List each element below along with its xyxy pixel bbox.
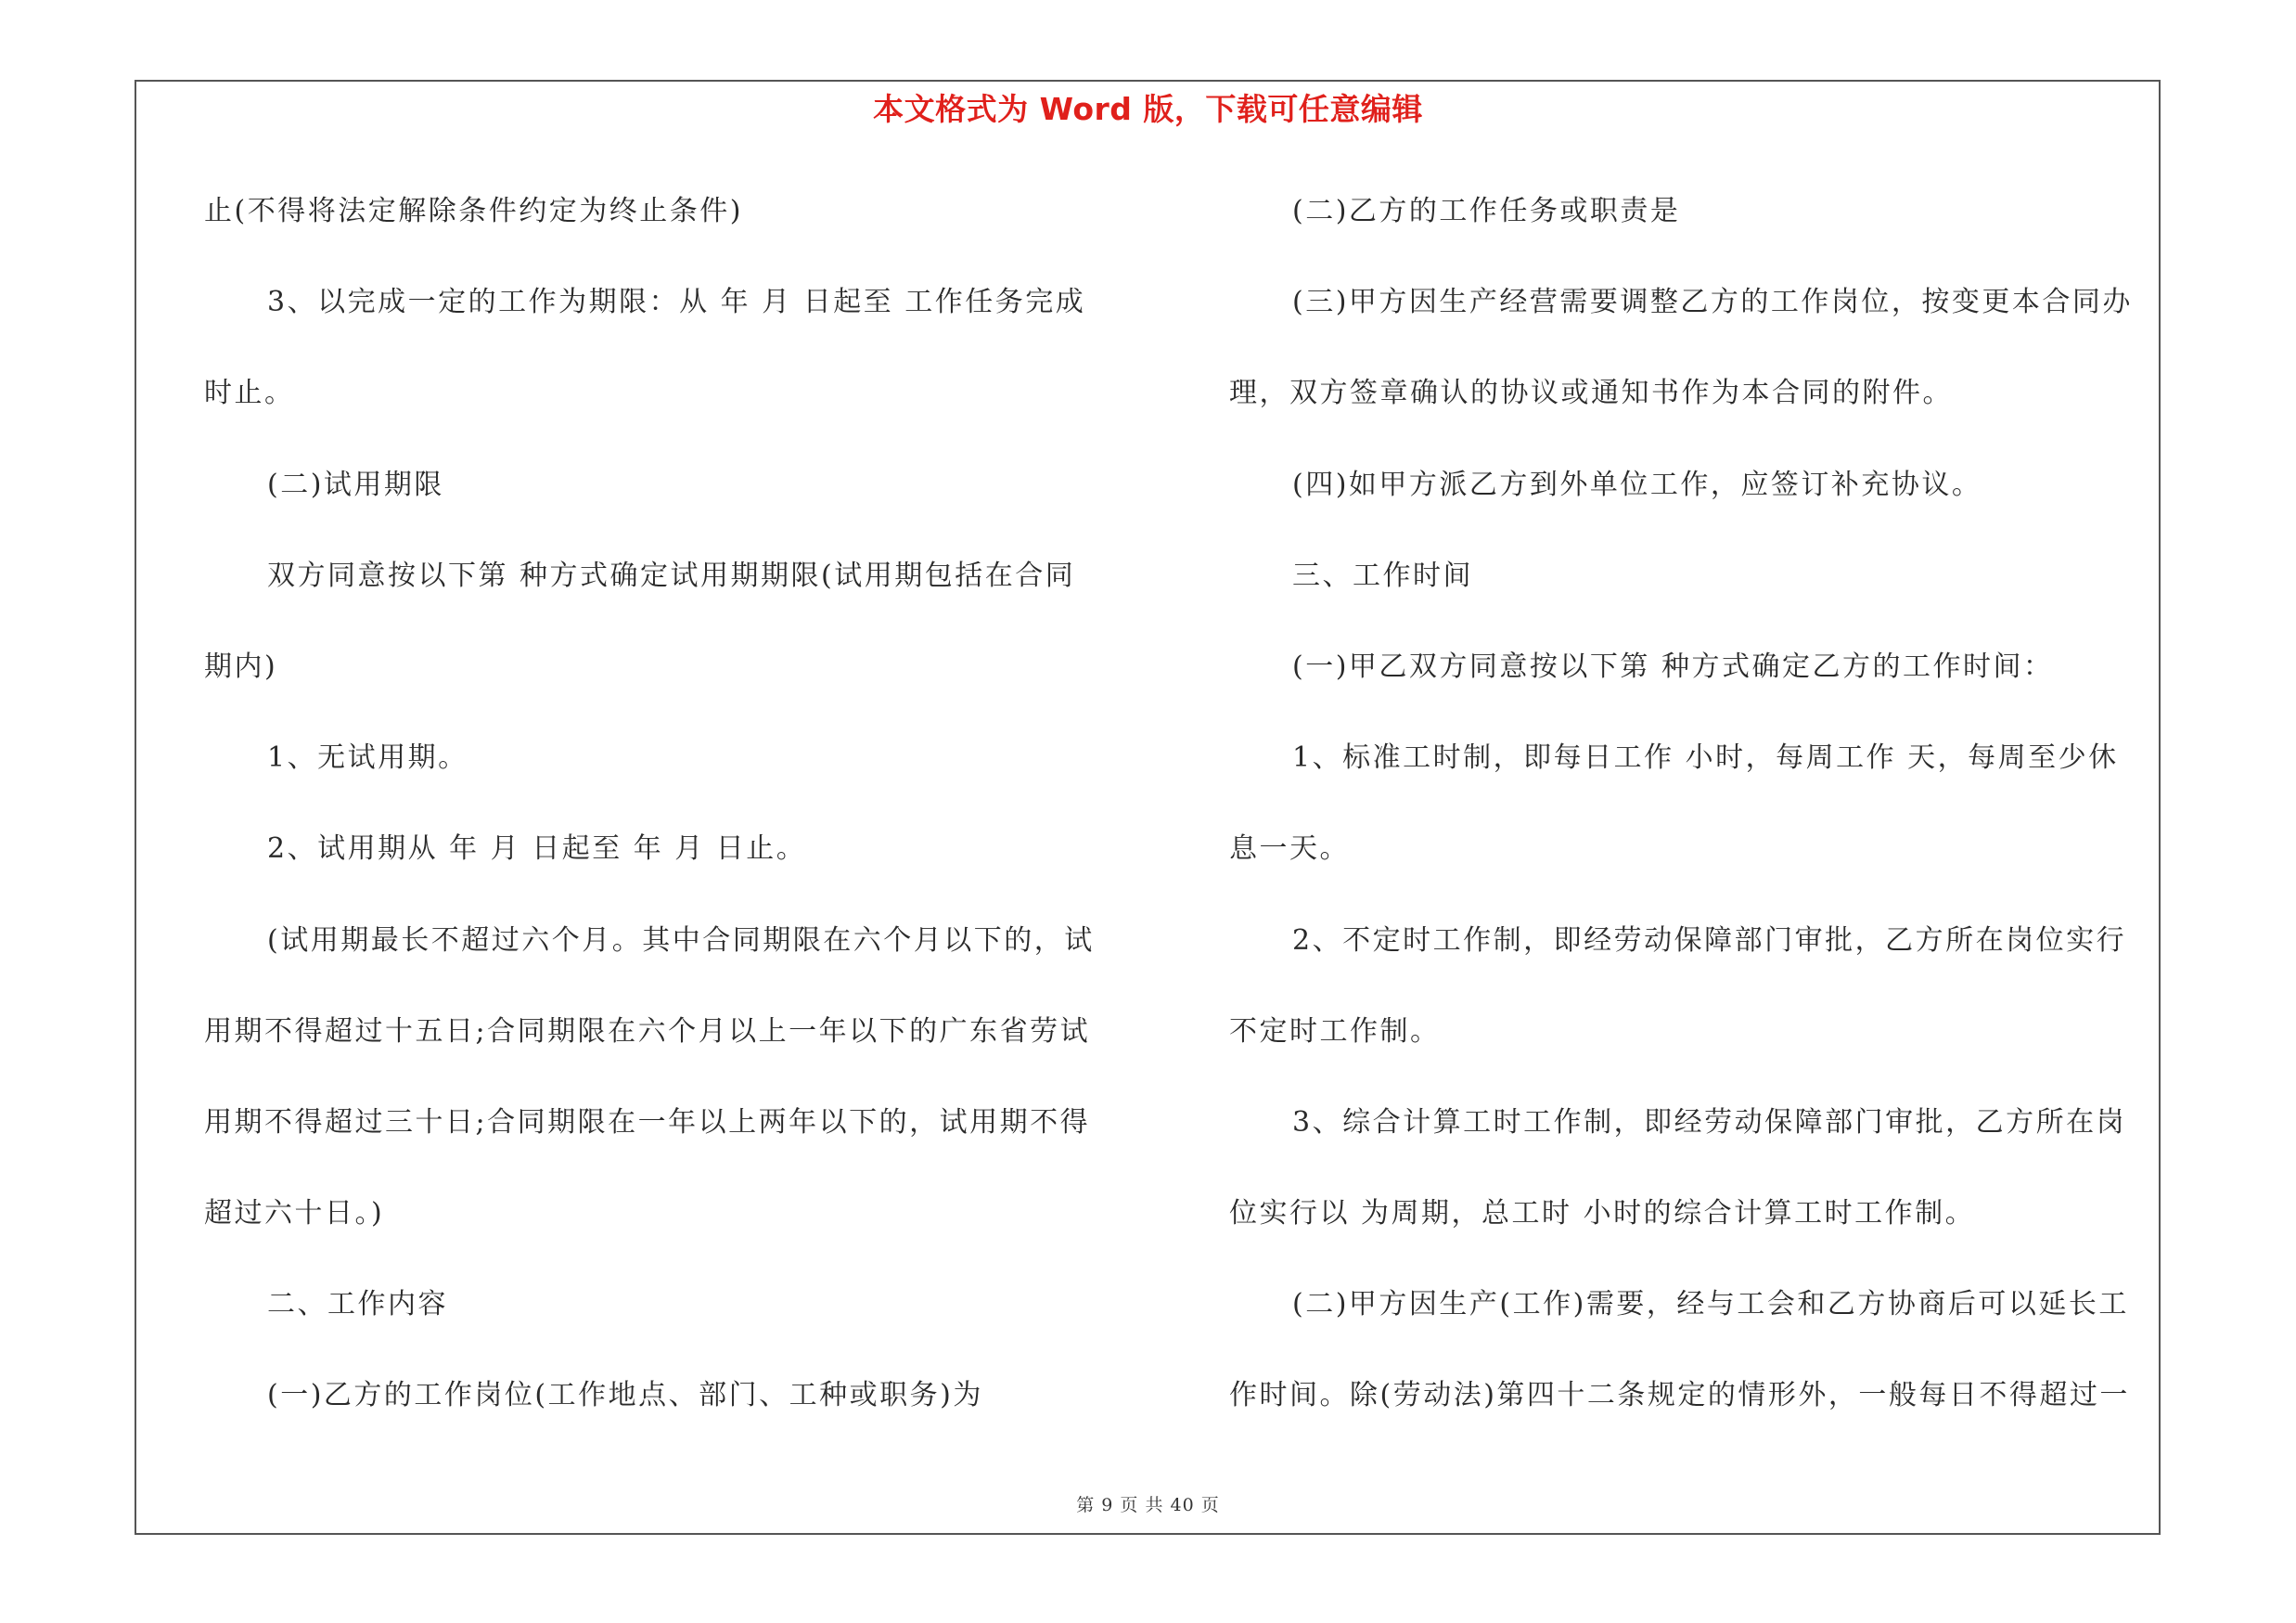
- text-line: 理，双方签章确认的协议或通知书作为本合同的附件。: [1229, 377, 1953, 410]
- text-line: 1、无试用期。: [267, 741, 468, 775]
- text-line: (三)甲方因生产经营需要调整乙方的工作岗位，按变更本合同办: [1292, 286, 2133, 319]
- text-line: 作时间。除(劳动法)第四十二条规定的情形外，一般每日不得超过一: [1229, 1379, 2130, 1412]
- text-line: 位实行以 为周期，总工时 小时的综合计算工时工作制。: [1229, 1197, 1976, 1230]
- text-line: 2、不定时工作制，即经劳动保障部门审批，乙方所在岗位实行: [1292, 923, 2127, 957]
- section-heading: (二)试用期限: [267, 468, 444, 501]
- text-line: 息一天。: [1229, 832, 1350, 866]
- text-line: 3、综合计算工时工作制，即经劳动保障部门审批，乙方所在岗: [1292, 1105, 2127, 1139]
- text-line: (二)乙方的工作任务或职责是: [1292, 195, 1681, 227]
- text-line: 期内): [204, 650, 278, 683]
- right-text-column: [1229, 182, 2133, 1458]
- section-heading: 二、工作内容: [267, 1288, 448, 1321]
- section-heading: 三、工作时间: [1292, 559, 1473, 592]
- text-line: 用期不得超过三十日;合同期限在一年以上两年以下的，试用期不得: [204, 1105, 1091, 1139]
- text-line: 双方同意按以下第 种方式确定试用期期限(试用期包括在合同: [267, 559, 1076, 592]
- text-line: (四)如甲方派乙方到外单位工作，应签订补充协议。: [1292, 468, 1982, 501]
- page-number-footer: 第 9 页 共 40 页: [1076, 1495, 1220, 1515]
- text-line: 1、标准工时制，即每日工作 小时，每周工作 天，每周至少休: [1292, 741, 2119, 775]
- text-line: (一)甲乙双方同意按以下第 种方式确定乙方的工作时间：: [1292, 650, 2054, 683]
- text-line: 超过六十日。): [204, 1197, 385, 1230]
- text-line: 3、以完成一定的工作为期限：从 年 月 日起至 工作任务完成: [267, 286, 1086, 319]
- text-line: 用期不得超过十五日;合同期限在六个月以上一年以下的广东省劳试: [204, 1014, 1091, 1048]
- word-format-banner: 本文格式为 Word 版，下载可任意编辑: [873, 91, 1423, 127]
- text-line: (一)乙方的工作岗位(工作地点、部门、工种或职务)为: [267, 1379, 983, 1412]
- text-line: 时止。: [204, 377, 295, 410]
- text-line: (试用期最长不超过六个月。其中合同期限在六个月以下的，试: [267, 923, 1095, 957]
- text-line: 2、试用期从 年 月 日起至 年 月 日止。: [267, 832, 807, 866]
- text-line: 止(不得将法定解除条件约定为终止条件): [204, 195, 743, 227]
- left-text-column: [204, 182, 1095, 1458]
- text-line: 不定时工作制。: [1229, 1014, 1441, 1048]
- text-line: (二)甲方因生产(工作)需要，经与工会和乙方协商后可以延长工: [1292, 1288, 2129, 1321]
